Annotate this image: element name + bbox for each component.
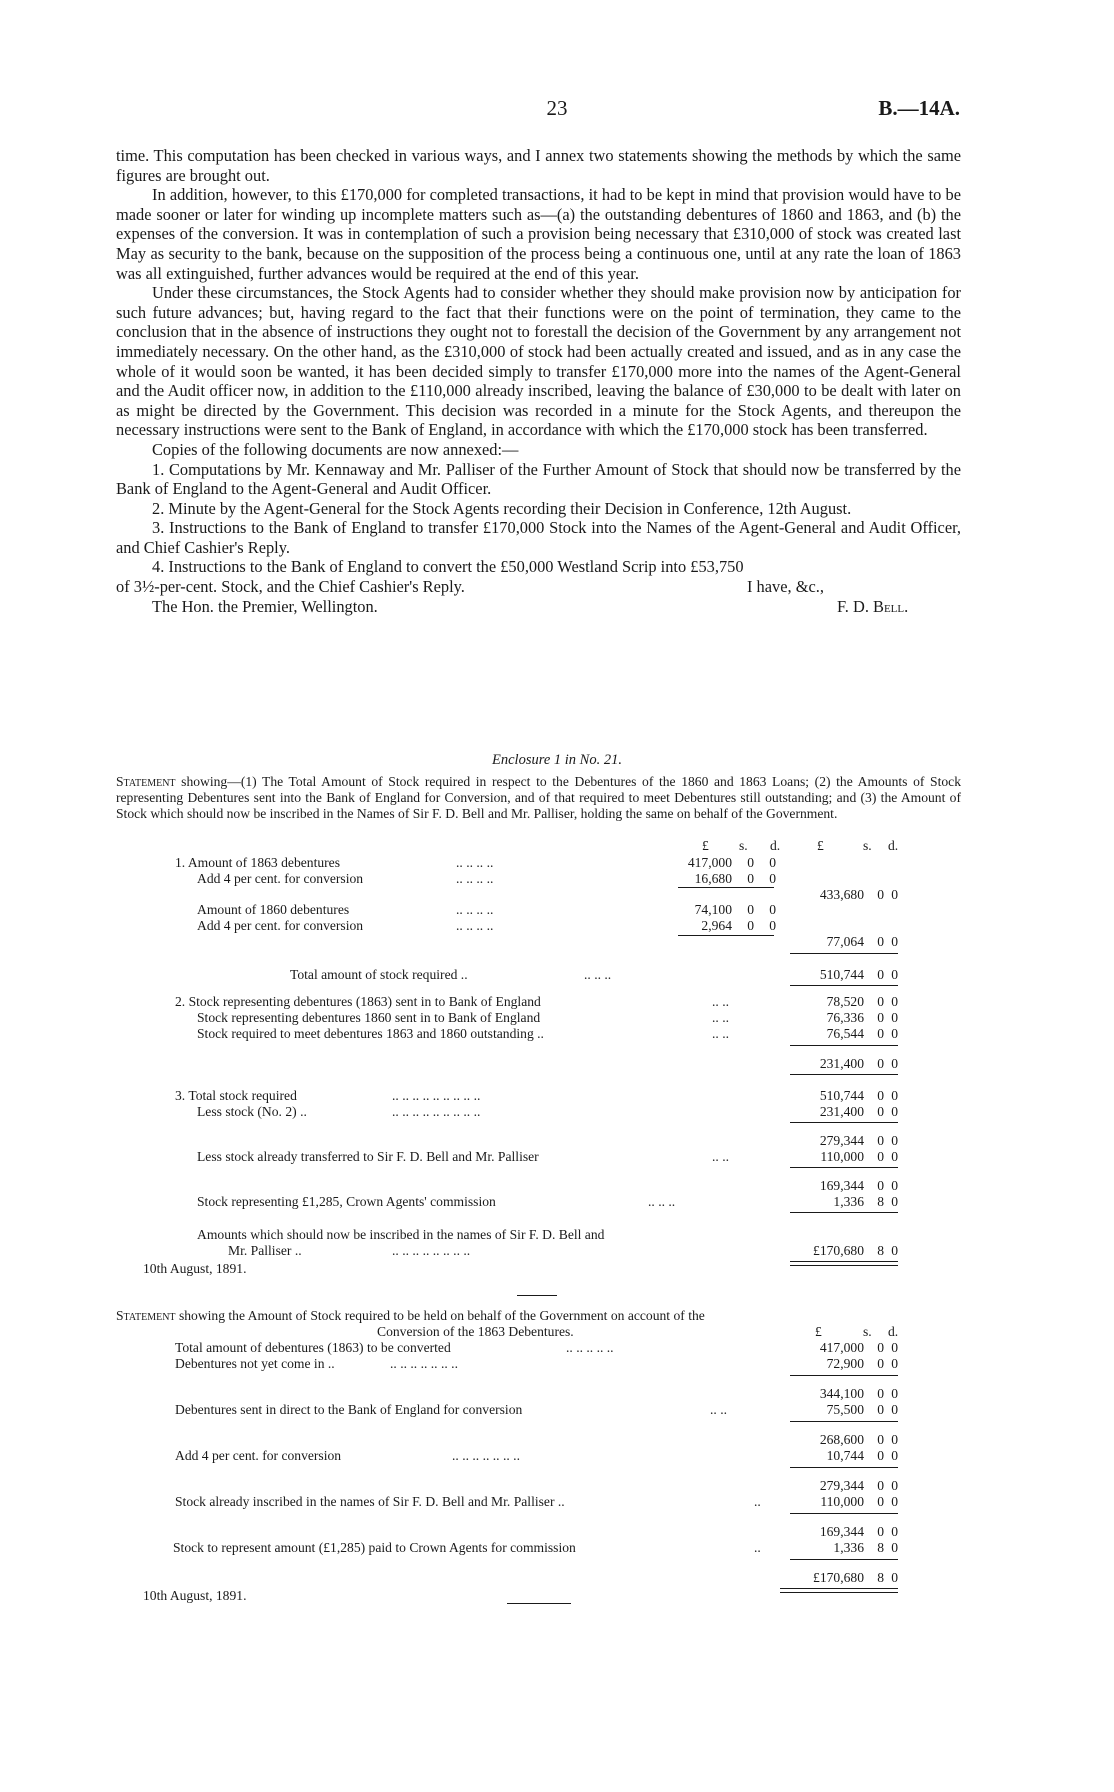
s1-row-label: Stock required to meet debentures 1863 and 1860 outstanding .. bbox=[197, 1026, 544, 1041]
s1-row-leader: .. .. .. .. .. .. .. .. .. bbox=[392, 1104, 481, 1119]
s2-row-label: Stock to represent amount (£1,285) paid to Crown Agents for commission bbox=[173, 1540, 576, 1555]
statement-2-subheading: Conversion of the 1863 Debentures. bbox=[377, 1324, 574, 1339]
enclosure-caption: Enclosure 1 in No. 21. bbox=[492, 752, 622, 768]
s2-row-amount: 1,336 bbox=[833, 1540, 864, 1555]
paragraph-1: time. This computation has been checked in various ways, and I annex two statements showing the methods by which the same figures are brought out. bbox=[116, 146, 961, 185]
s1-subtotal-shillings: 0 bbox=[877, 1133, 884, 1148]
statement-2-text: showing the Amount of Stock required to be held on behalf of the Government on account of the bbox=[178, 1308, 705, 1323]
s2-row-leader: .. .. .. .. .. bbox=[566, 1340, 614, 1355]
closing-phrase: I have, &c., bbox=[747, 577, 824, 597]
s2-subtotal-shillings: 0 bbox=[877, 1432, 884, 1447]
s1-row-shillings: 0 bbox=[877, 1104, 884, 1119]
statement-2-date: 10th August, 1891. bbox=[143, 1588, 247, 1603]
page-number: 23 bbox=[546, 96, 568, 120]
s1-row-shillings: 0 bbox=[877, 1010, 884, 1025]
s1-row-amount: 417,000 bbox=[687, 855, 732, 870]
closing-row-2 bbox=[116, 597, 961, 617]
col-head-pound-1: £ bbox=[702, 838, 709, 853]
statement-1-lead: Statement bbox=[116, 774, 176, 789]
s1-row-pence: 0 bbox=[891, 1010, 898, 1025]
s2-row-label: Total amount of debentures (1863) to be converted bbox=[175, 1340, 451, 1355]
s2-subtotal-pence: 0 bbox=[891, 1524, 898, 1539]
s2-row-leader: .. .. .. .. .. .. .. bbox=[452, 1448, 520, 1463]
s1-subtotal-amount: 433,680 bbox=[819, 887, 864, 902]
s1-row-label: Stock representing debentures 1860 sent in to Bank of England bbox=[197, 1010, 541, 1025]
s1-row-shillings: 0 bbox=[747, 871, 754, 886]
annex-list bbox=[116, 460, 961, 578]
s1-subtotal-pence: 0 bbox=[891, 1056, 898, 1071]
s2-row-label: Stock already inscribed in the names of Sir F. D. Bell and Mr. Palliser .. bbox=[175, 1494, 565, 1509]
s2-total-amount: £170,680 bbox=[813, 1570, 864, 1585]
total-rule bbox=[790, 1513, 898, 1514]
s1-row-pence: 0 bbox=[891, 1149, 898, 1164]
s1-row-pence: 0 bbox=[891, 967, 898, 982]
s1-row-amount: 110,000 bbox=[820, 1149, 864, 1164]
s1-subtotal-shillings: 0 bbox=[877, 1056, 884, 1071]
annex-item-2: 2. Minute by the Agent-General for the Stock Agents recording their Decision in Conference, 12th August. bbox=[152, 498, 852, 518]
col-head-shilling-1: s. bbox=[739, 838, 748, 853]
col-head-pound-2: £ bbox=[817, 838, 824, 853]
s1-total-pence: 0 bbox=[891, 1243, 898, 1258]
s1-row-amount: 74,100 bbox=[694, 902, 732, 917]
s2-row-leader: .. bbox=[754, 1494, 761, 1509]
s2-row-pence: 0 bbox=[891, 1494, 898, 1509]
s2-row-amount: 72,900 bbox=[826, 1356, 864, 1371]
s1-row-leader: .. .. .. .. bbox=[456, 855, 494, 870]
subtotal-rule bbox=[678, 887, 774, 888]
s1-row-label: Less stock already transferred to Sir F. D. Bell and Mr. Palliser bbox=[197, 1149, 539, 1164]
s1-row-label: Stock representing £1,285, Crown Agents' commission bbox=[197, 1194, 496, 1209]
s1-row-label: 2. Stock representing debentures (1863) sent in to Bank of England bbox=[175, 994, 541, 1009]
s2-row-pence: 0 bbox=[891, 1356, 898, 1371]
s2-row-shillings: 0 bbox=[877, 1402, 884, 1417]
total-rule bbox=[790, 1212, 898, 1213]
total-rule bbox=[790, 1559, 898, 1560]
s2-row-shillings: 0 bbox=[877, 1448, 884, 1463]
col-head-pence-1: d. bbox=[770, 838, 781, 853]
s1-row-amount: 16,680 bbox=[694, 871, 732, 886]
s1-row-leader: .. .. .. .. bbox=[456, 902, 494, 917]
total-rule bbox=[790, 1045, 898, 1046]
s1-row-leader: .. .. bbox=[712, 1026, 729, 1041]
addressee: The Hon. the Premier, Wellington. bbox=[152, 596, 378, 616]
s2-subtotal-amount: 279,344 bbox=[819, 1478, 864, 1493]
s1-row-leader: .. .. .. bbox=[584, 967, 612, 982]
s2-row-label: Add 4 per cent. for conversion bbox=[175, 1448, 342, 1463]
separator-rule bbox=[517, 1295, 557, 1296]
statement-1-text: showing—(1) The Total Amount of Stock required in respect to the Debentures of the 1860 and 1863 Loans; (2) the Amounts of Stock representing Debentures sent into the Bank of England for Conversion, and of that required to meet Debentures still outstanding; and (3) the Amount of Stock which should now be inscribed in the Names of Sir F. D. Bell and Mr. Palliser, holding the same on behalf of the Government. bbox=[116, 774, 961, 821]
s2-subtotal-amount: 344,100 bbox=[819, 1386, 864, 1401]
s2-row-leader: .. .. bbox=[710, 1402, 727, 1417]
grand-total-rule bbox=[780, 1588, 898, 1593]
s1-row-label: Less stock (No. 2) .. bbox=[197, 1104, 307, 1119]
s1-subtotal-shillings: 0 bbox=[877, 934, 884, 949]
statement-1-date: 10th August, 1891. bbox=[143, 1261, 247, 1276]
s2-subtotal-shillings: 0 bbox=[877, 1386, 884, 1401]
s1-row-leader: .. .. bbox=[712, 994, 729, 1009]
s1-row-pence: 0 bbox=[891, 1194, 898, 1209]
s1-row-label: 1. Amount of 1863 debentures bbox=[175, 855, 340, 870]
s2-row-label: Debentures sent in direct to the Bank of England for conversion bbox=[175, 1402, 523, 1417]
s2-row-leader: .. bbox=[754, 1540, 761, 1555]
s1-row-label: Amount of 1860 debentures bbox=[197, 902, 350, 917]
s2-subtotal-pence: 0 bbox=[891, 1478, 898, 1493]
s1-row-leader: .. .. .. bbox=[648, 1194, 676, 1209]
s1-subtotal-shillings: 0 bbox=[877, 1178, 884, 1193]
s1-row-shillings: 0 bbox=[877, 1088, 884, 1103]
s1-row-shillings: 0 bbox=[747, 902, 754, 917]
s2-subtotal-shillings: 0 bbox=[877, 1478, 884, 1493]
signature: F. D. Bell. bbox=[837, 596, 909, 616]
s2-subtotal-shillings: 0 bbox=[877, 1524, 884, 1539]
col-head-pence-2: d. bbox=[888, 838, 899, 853]
s2-row-shillings: 0 bbox=[877, 1356, 884, 1371]
s1-subtotal-pence: 0 bbox=[891, 934, 898, 949]
s1-total-shillings: 8 bbox=[877, 1243, 884, 1258]
s1-subtotal-shillings: 0 bbox=[877, 887, 884, 902]
s2-row-label: Debentures not yet come in .. bbox=[175, 1356, 335, 1371]
s1-row-label: Add 4 per cent. for conversion bbox=[197, 871, 364, 886]
s1-row-amount: 231,400 bbox=[819, 1104, 864, 1119]
s2-subtotal-amount: 169,344 bbox=[819, 1524, 864, 1539]
s2-total-pence: 0 bbox=[891, 1570, 898, 1585]
s2-row-leader: .. .. .. .. .. .. .. bbox=[390, 1356, 458, 1371]
total-rule bbox=[790, 953, 898, 954]
document-reference: B.—14A. bbox=[878, 96, 960, 120]
col-head-shilling: s. bbox=[863, 1324, 872, 1339]
s1-subtotal-pence: 0 bbox=[891, 1133, 898, 1148]
s1-row-label: 3. Total stock required bbox=[175, 1088, 297, 1103]
s1-row-shillings: 0 bbox=[747, 855, 754, 870]
total-rule bbox=[790, 1375, 898, 1376]
s2-row-pence: 0 bbox=[891, 1402, 898, 1417]
s1-subtotal-pence: 0 bbox=[891, 887, 898, 902]
annex-item-4: 4. Instructions to the Bank of England to convert the £50,000 Westland Scrip into £53,750 bbox=[152, 557, 744, 577]
annex-item-1: 1. Computations by Mr. Kennaway and Mr. Palliser of the Further Amount of Stock that should now be transferred by the Bank of England to the Agent-General and Audit Officer. bbox=[116, 459, 961, 499]
s1-subtotal-pence: 0 bbox=[891, 1178, 898, 1193]
total-rule bbox=[790, 985, 898, 986]
s1-row-label: Amounts which should now be inscribed in the names of Sir F. D. Bell and bbox=[197, 1227, 605, 1242]
s1-row-shillings: 0 bbox=[877, 1026, 884, 1041]
paragraph-3: Under these circumstances, the Stock Agents had to consider whether they should make provision now by anticipation for such future advances; but, having regard to the fact that their functions were on the point of termination, they came to the conclusion that in the absence of instructions they ought not to forestall the decision of the Government by any arrangement not immediately necessary. On the other hand, as the £310,000 of stock had been actually created and issued, and as in any case the whole of it would soon be wanted, it has been decided simply to transfer £170,000 more into the names of the Agent-General and the Audit officer now, in addition to the £110,000 already inscribed, leaving the balance of £30,000 to be dealt with later on as might be directed by the Government. This decision was recorded in a minute for the Stock Agents, and thereupon the necessary instructions were sent to the Bank of England, in accordance with which the £170,000 stock has been transferred. bbox=[116, 283, 961, 440]
s1-row-shillings: 0 bbox=[877, 1149, 884, 1164]
s1-row-leader: .. .. .. .. .. .. .. .. bbox=[392, 1243, 471, 1258]
s1-row-amount: 510,744 bbox=[819, 967, 864, 982]
s1-row-label: Add 4 per cent. for conversion bbox=[197, 918, 364, 933]
s2-subtotal-pence: 0 bbox=[891, 1386, 898, 1401]
s1-row-pence: 0 bbox=[891, 1104, 898, 1119]
s1-subtotal-amount: 279,344 bbox=[819, 1133, 864, 1148]
s2-row-pence: 0 bbox=[891, 1340, 898, 1355]
s1-row-shillings: 0 bbox=[747, 918, 754, 933]
s1-subtotal-amount: 169,344 bbox=[819, 1178, 864, 1193]
total-rule bbox=[790, 1421, 898, 1422]
s2-subtotal-pence: 0 bbox=[891, 1432, 898, 1447]
s1-row-amount: 510,744 bbox=[819, 1088, 864, 1103]
annex-item-4-end: of 3½-per-cent. Stock, and the Chief Cashier's Reply. bbox=[116, 577, 465, 597]
col-head-pence: d. bbox=[888, 1324, 899, 1339]
s1-row-pence: 0 bbox=[891, 1088, 898, 1103]
s1-row-amount: 2,964 bbox=[701, 918, 732, 933]
s1-subtotal-amount: 77,064 bbox=[826, 934, 864, 949]
s1-row-pence: 0 bbox=[891, 1026, 898, 1041]
s1-row-amount: 78,520 bbox=[826, 994, 864, 1009]
s1-row-leader: .. .. bbox=[712, 1010, 729, 1025]
total-rule bbox=[790, 1467, 898, 1468]
s1-row-leader: .. .. bbox=[712, 1149, 729, 1164]
s1-row-leader: .. .. .. .. bbox=[456, 871, 494, 886]
total-rule bbox=[790, 1167, 898, 1168]
total-rule bbox=[790, 1122, 898, 1123]
s2-row-pence: 0 bbox=[891, 1448, 898, 1463]
s2-row-amount: 75,500 bbox=[826, 1402, 864, 1417]
s2-row-shillings: 0 bbox=[877, 1340, 884, 1355]
s2-row-pence: 0 bbox=[891, 1540, 898, 1555]
s1-row-amount: 1,336 bbox=[833, 1194, 864, 1209]
s1-row-leader: .. .. .. .. .. .. .. .. .. bbox=[392, 1088, 481, 1103]
s2-row-shillings: 0 bbox=[877, 1494, 884, 1509]
s1-subtotal-amount: 231,400 bbox=[819, 1056, 864, 1071]
annex-item-3: 3. Instructions to the Bank of England to transfer £170,000 Stock into the Names of the Agent-General and Audit Officer, and Chief Cashier's Reply. bbox=[116, 518, 961, 557]
s2-row-amount: 110,000 bbox=[820, 1494, 864, 1509]
s1-row-pence: 0 bbox=[769, 871, 776, 886]
s1-row-pence: 0 bbox=[769, 855, 776, 870]
separator-rule bbox=[507, 1603, 571, 1604]
subtotal-rule bbox=[678, 935, 774, 936]
col-head-shilling-2: s. bbox=[863, 838, 872, 853]
s2-row-amount: 10,744 bbox=[826, 1448, 864, 1463]
s1-row-pence: 0 bbox=[891, 994, 898, 1009]
grand-total-rule bbox=[790, 1261, 898, 1266]
total-rule bbox=[790, 1074, 898, 1075]
col-head-pound: £ bbox=[815, 1324, 822, 1339]
s2-row-shillings: 8 bbox=[877, 1540, 884, 1555]
s1-row-amount: 76,544 bbox=[826, 1026, 864, 1041]
paragraph-4: Copies of the following documents are now annexed:— bbox=[152, 439, 519, 459]
statement-1-heading bbox=[116, 774, 961, 821]
s1-row-amount: 76,336 bbox=[826, 1010, 864, 1025]
s1-total-amount: £170,680 bbox=[813, 1243, 864, 1258]
statement-2-heading bbox=[116, 1308, 961, 1324]
s1-row-shillings: 0 bbox=[877, 967, 884, 982]
s2-row-amount: 417,000 bbox=[819, 1340, 864, 1355]
s1-row-shillings: 8 bbox=[877, 1194, 884, 1209]
s1-row-label: Total amount of stock required .. bbox=[290, 967, 468, 982]
closing-row-1 bbox=[116, 577, 961, 597]
letter-body bbox=[116, 146, 961, 616]
s1-row-shillings: 0 bbox=[877, 994, 884, 1009]
s1-row-pence: 0 bbox=[769, 918, 776, 933]
statement-2-lead: Statement bbox=[116, 1308, 176, 1323]
s1-row-pence: 0 bbox=[769, 902, 776, 917]
s1-row-leader: .. .. .. .. bbox=[456, 918, 494, 933]
s1-row-label: Mr. Palliser .. bbox=[228, 1243, 302, 1258]
s2-subtotal-amount: 268,600 bbox=[819, 1432, 864, 1447]
s2-total-shillings: 8 bbox=[877, 1570, 884, 1585]
paragraph-2: In addition, however, to this £170,000 for completed transactions, it had to be kept in mind that provision would have to be made sooner or later for winding up incomplete matters such as—(a) the outstanding debentures of 1860 and 1863, and (b) the expenses of the conversion. It was in contemplation of such a provision being necessary that £310,000 of stock was created last May as security to the bank, because on the supposition of the process being a continuous one, until at any rate the loan of 1863 was all extinguished, further advances would be required at the end of this year. bbox=[116, 185, 961, 283]
